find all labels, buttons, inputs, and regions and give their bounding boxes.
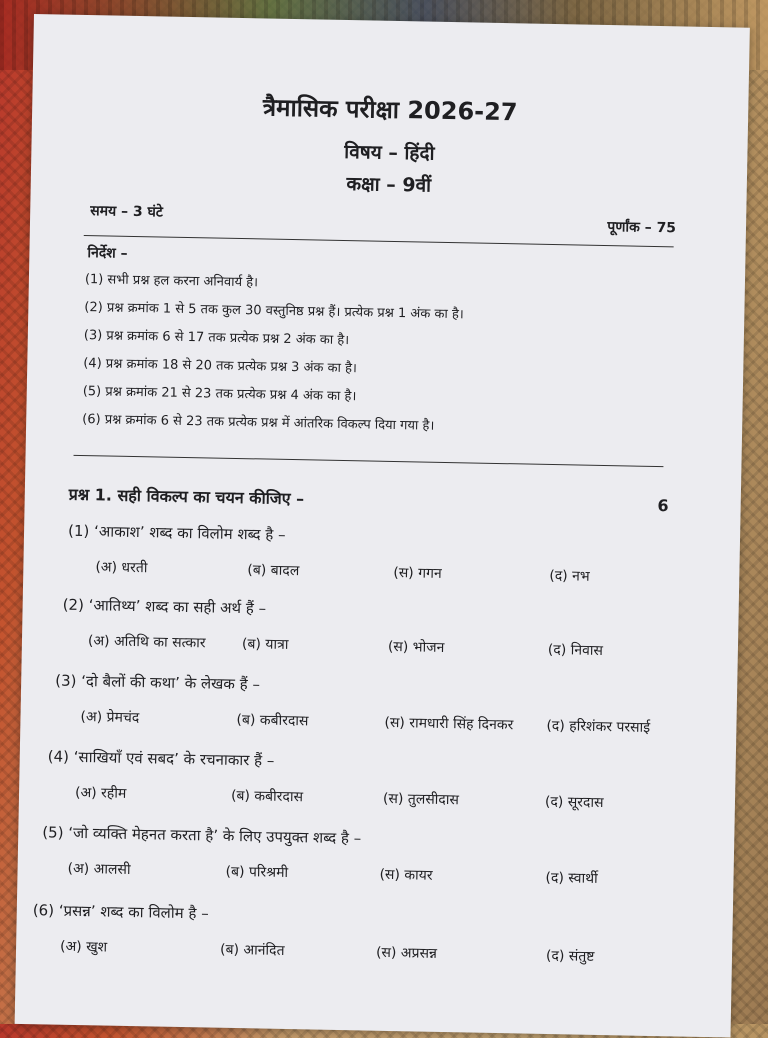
question-marks: 6 xyxy=(657,496,669,516)
instruction-item: (5) प्रश्न क्रमांक 21 से 23 तक प्रत्येक प्रश्न 4 अंक का है। xyxy=(82,384,357,405)
option-b: (ब) आनंदित xyxy=(219,941,285,959)
option-d: (द) निवास xyxy=(547,641,604,660)
question-heading: प्रश्न 1. सही विकल्प का चयन कीजिए – xyxy=(68,484,305,509)
time-allowed: समय – 3 घंटे xyxy=(90,203,164,221)
question-text: (3) ‘दो बैलों की कथा’ के लेखक हैं – xyxy=(55,671,261,694)
option-c: (स) रामधारी सिंह दिनकर xyxy=(384,714,514,734)
exam-paper xyxy=(15,14,750,1038)
instruction-item: (4) प्रश्न क्रमांक 18 से 20 तक प्रत्येक प्रश्न 3 अंक का है। xyxy=(83,356,358,377)
option-c: (स) अप्रसन्न xyxy=(375,944,438,962)
option-b: (ब) बादल xyxy=(247,562,300,580)
option-b: (ब) यात्रा xyxy=(241,636,289,653)
instruction-item: (3) प्रश्न क्रमांक 6 से 17 तक प्रत्येक प्रश्न 2 अंक का है। xyxy=(83,328,350,349)
option-a: (अ) आलसी xyxy=(67,860,131,879)
option-a: (अ) रहीम xyxy=(74,784,127,802)
option-c: (स) गगन xyxy=(393,565,442,582)
option-a: (अ) धरती xyxy=(95,559,148,577)
option-a: (अ) प्रेमचंद xyxy=(80,709,140,727)
option-b: (ब) कबीरदास xyxy=(230,787,304,806)
max-marks: पूर्णांक – 75 xyxy=(607,219,677,237)
option-c: (स) तुलसीदास xyxy=(382,790,460,809)
option-a: (अ) अतिथि का सत्कार xyxy=(87,633,206,652)
option-a: (अ) खुश xyxy=(59,938,108,956)
question-text: (5) ‘जो व्यक्ति मेहनत करता है’ के लिए उपयुक्त शब्द है – xyxy=(42,823,362,848)
option-c: (स) भोजन xyxy=(387,638,445,656)
instructions-title: निर्देश – xyxy=(87,245,128,262)
section-divider xyxy=(74,455,664,467)
exam-title: त्रैमासिक परीक्षा 2026-27 xyxy=(262,93,518,127)
class-line: कक्षा – 9वीं xyxy=(346,173,432,197)
option-d: (द) संतुष्ट xyxy=(545,948,595,965)
option-b: (ब) परिश्रमी xyxy=(225,863,289,882)
subject-line: विषय – हिंदी xyxy=(344,140,435,165)
option-d: (द) सूरदास xyxy=(544,793,604,812)
question-text: (6) ‘प्रसन्न’ शब्द का विलोम है – xyxy=(32,901,209,923)
option-b: (ब) कबीरदास xyxy=(236,712,309,730)
instruction-item: (2) प्रश्न क्रमांक 1 से 5 तक कुल 30 वस्तुनिष्ठ प्रश्न हैं। प्रत्येक प्रश्न 1 अंक का है। xyxy=(84,300,464,323)
option-c: (स) कायर xyxy=(379,866,433,884)
option-d: (द) हरिशंकर परसाई xyxy=(546,717,651,736)
question-text: (1) ‘आकाश’ शब्द का विलोम शब्द है – xyxy=(67,521,286,544)
instruction-item: (1) सभी प्रश्न हल करना अनिवार्य है। xyxy=(84,272,259,291)
option-d: (द) स्वार्थी xyxy=(545,869,598,887)
instruction-item: (6) प्रश्न क्रमांक 6 से 23 तक प्रत्येक प्रश्न में आंतरिक विकल्प दिया गया है। xyxy=(82,412,435,434)
question-text: (4) ‘साखियाँ एवं सबद’ के रचनाकार हैं – xyxy=(47,747,275,770)
header-divider xyxy=(84,235,674,247)
option-d: (द) नभ xyxy=(549,567,590,585)
question-text: (2) ‘आतिथ्य’ शब्द का सही अर्थ हैं – xyxy=(62,595,267,618)
